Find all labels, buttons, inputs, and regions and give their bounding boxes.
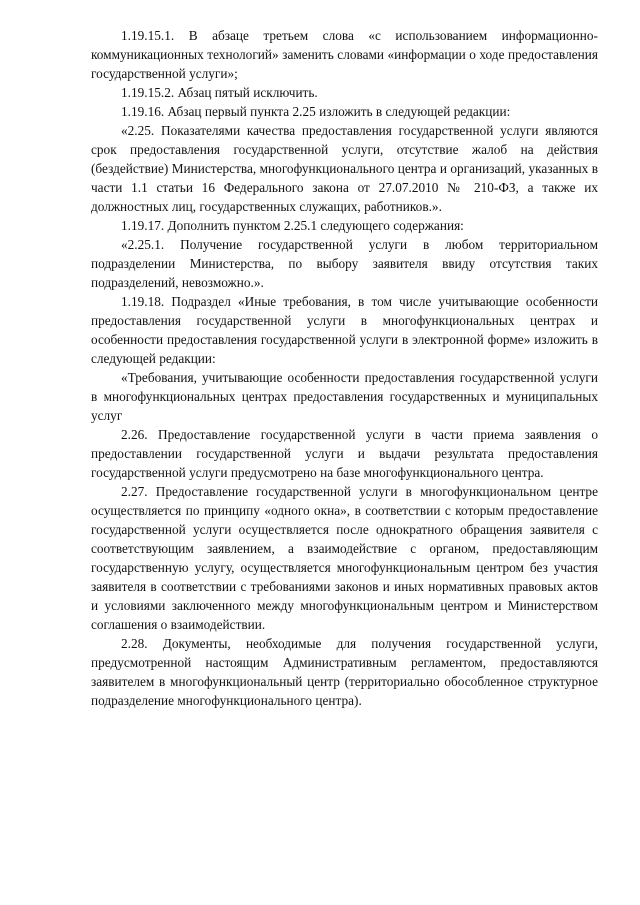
paragraph-2-25-quote: «2.25. Показателями качества предоставления государственной услуги являются срок предоставления государственной услуги, отсутствие жалоб на действия (бездействие) Министерства, многофункционального центра и организаций, указанных в части 1.1 статьи 16 Федерального закона от 27.07.2010 № 210-ФЗ, а также их должностных лиц, государственных служащих, работников.».: [91, 123, 598, 214]
paragraph-2-26: 2.26. Предоставление государственной услуги в части приема заявления о предоставлении государственной услуги и выдачи результата предоставления государственной услуги предусмотрено на базе многофункционального центра.: [91, 427, 598, 480]
paragraph-1-19-16: 1.19.16. Абзац первый пункта 2.25 изложить в следующей редакции:: [121, 104, 511, 119]
paragraph-2-28: 2.28. Документы, необходимые для получения государственной услуги, предусмотренной настоящим Административным регламентом, предоставляются заявителем в многофункциональный центр (территориально обособленное структурное подразделение многофункционального центра).: [91, 636, 598, 708]
paragraph-1-19-15-1: 1.19.15.1. В абзаце третьем слова «с использованием информационно-коммуникационных технологий» заменить словами «информации о ходе предоставления государственной услуги»;: [91, 28, 598, 81]
paragraph-1-19-15-2: 1.19.15.2. Абзац пятый исключить.: [121, 85, 318, 100]
paragraph-2-25-1-quote: «2.25.1. Получение государственной услуги в любом территориальном подразделении Министерства, по выбору заявителя ввиду отсутствия таких подразделений, невозможно.».: [91, 237, 598, 290]
paragraph-requirements-heading: «Требования, учитывающие особенности предоставления государственной услуги в многофункциональных центрах предоставления государственных и муниципальных услуг: [91, 370, 598, 423]
paragraph-2-27: 2.27. Предоставление государственной услуги в многофункциональном центре осуществляется по принципу «одного окна», в соответствии с которым предоставление государственной услуги осуществляется после однократного обращения заявителя с соответствующим заявлением, а взаимодействие с органом, предоставляющим государственную услугу, осуществляется многофункциональным центром без участия заявителя в соответствии с требованиями законов и иных нормативных правовых актов и условиями заключенного между многофункциональным центром и Министерством соглашения о взаимодействии.: [91, 484, 598, 632]
paragraph-1-19-17: 1.19.17. Дополнить пунктом 2.25.1 следующего содержания:: [121, 218, 464, 233]
paragraph-1-19-18: 1.19.18. Подраздел «Иные требования, в том числе учитывающие особенности предоставления государственной услуги в многофункциональных центрах и особенности предоставления государственной услуги в электронной форме» изложить в следующей редакции:: [91, 294, 598, 366]
